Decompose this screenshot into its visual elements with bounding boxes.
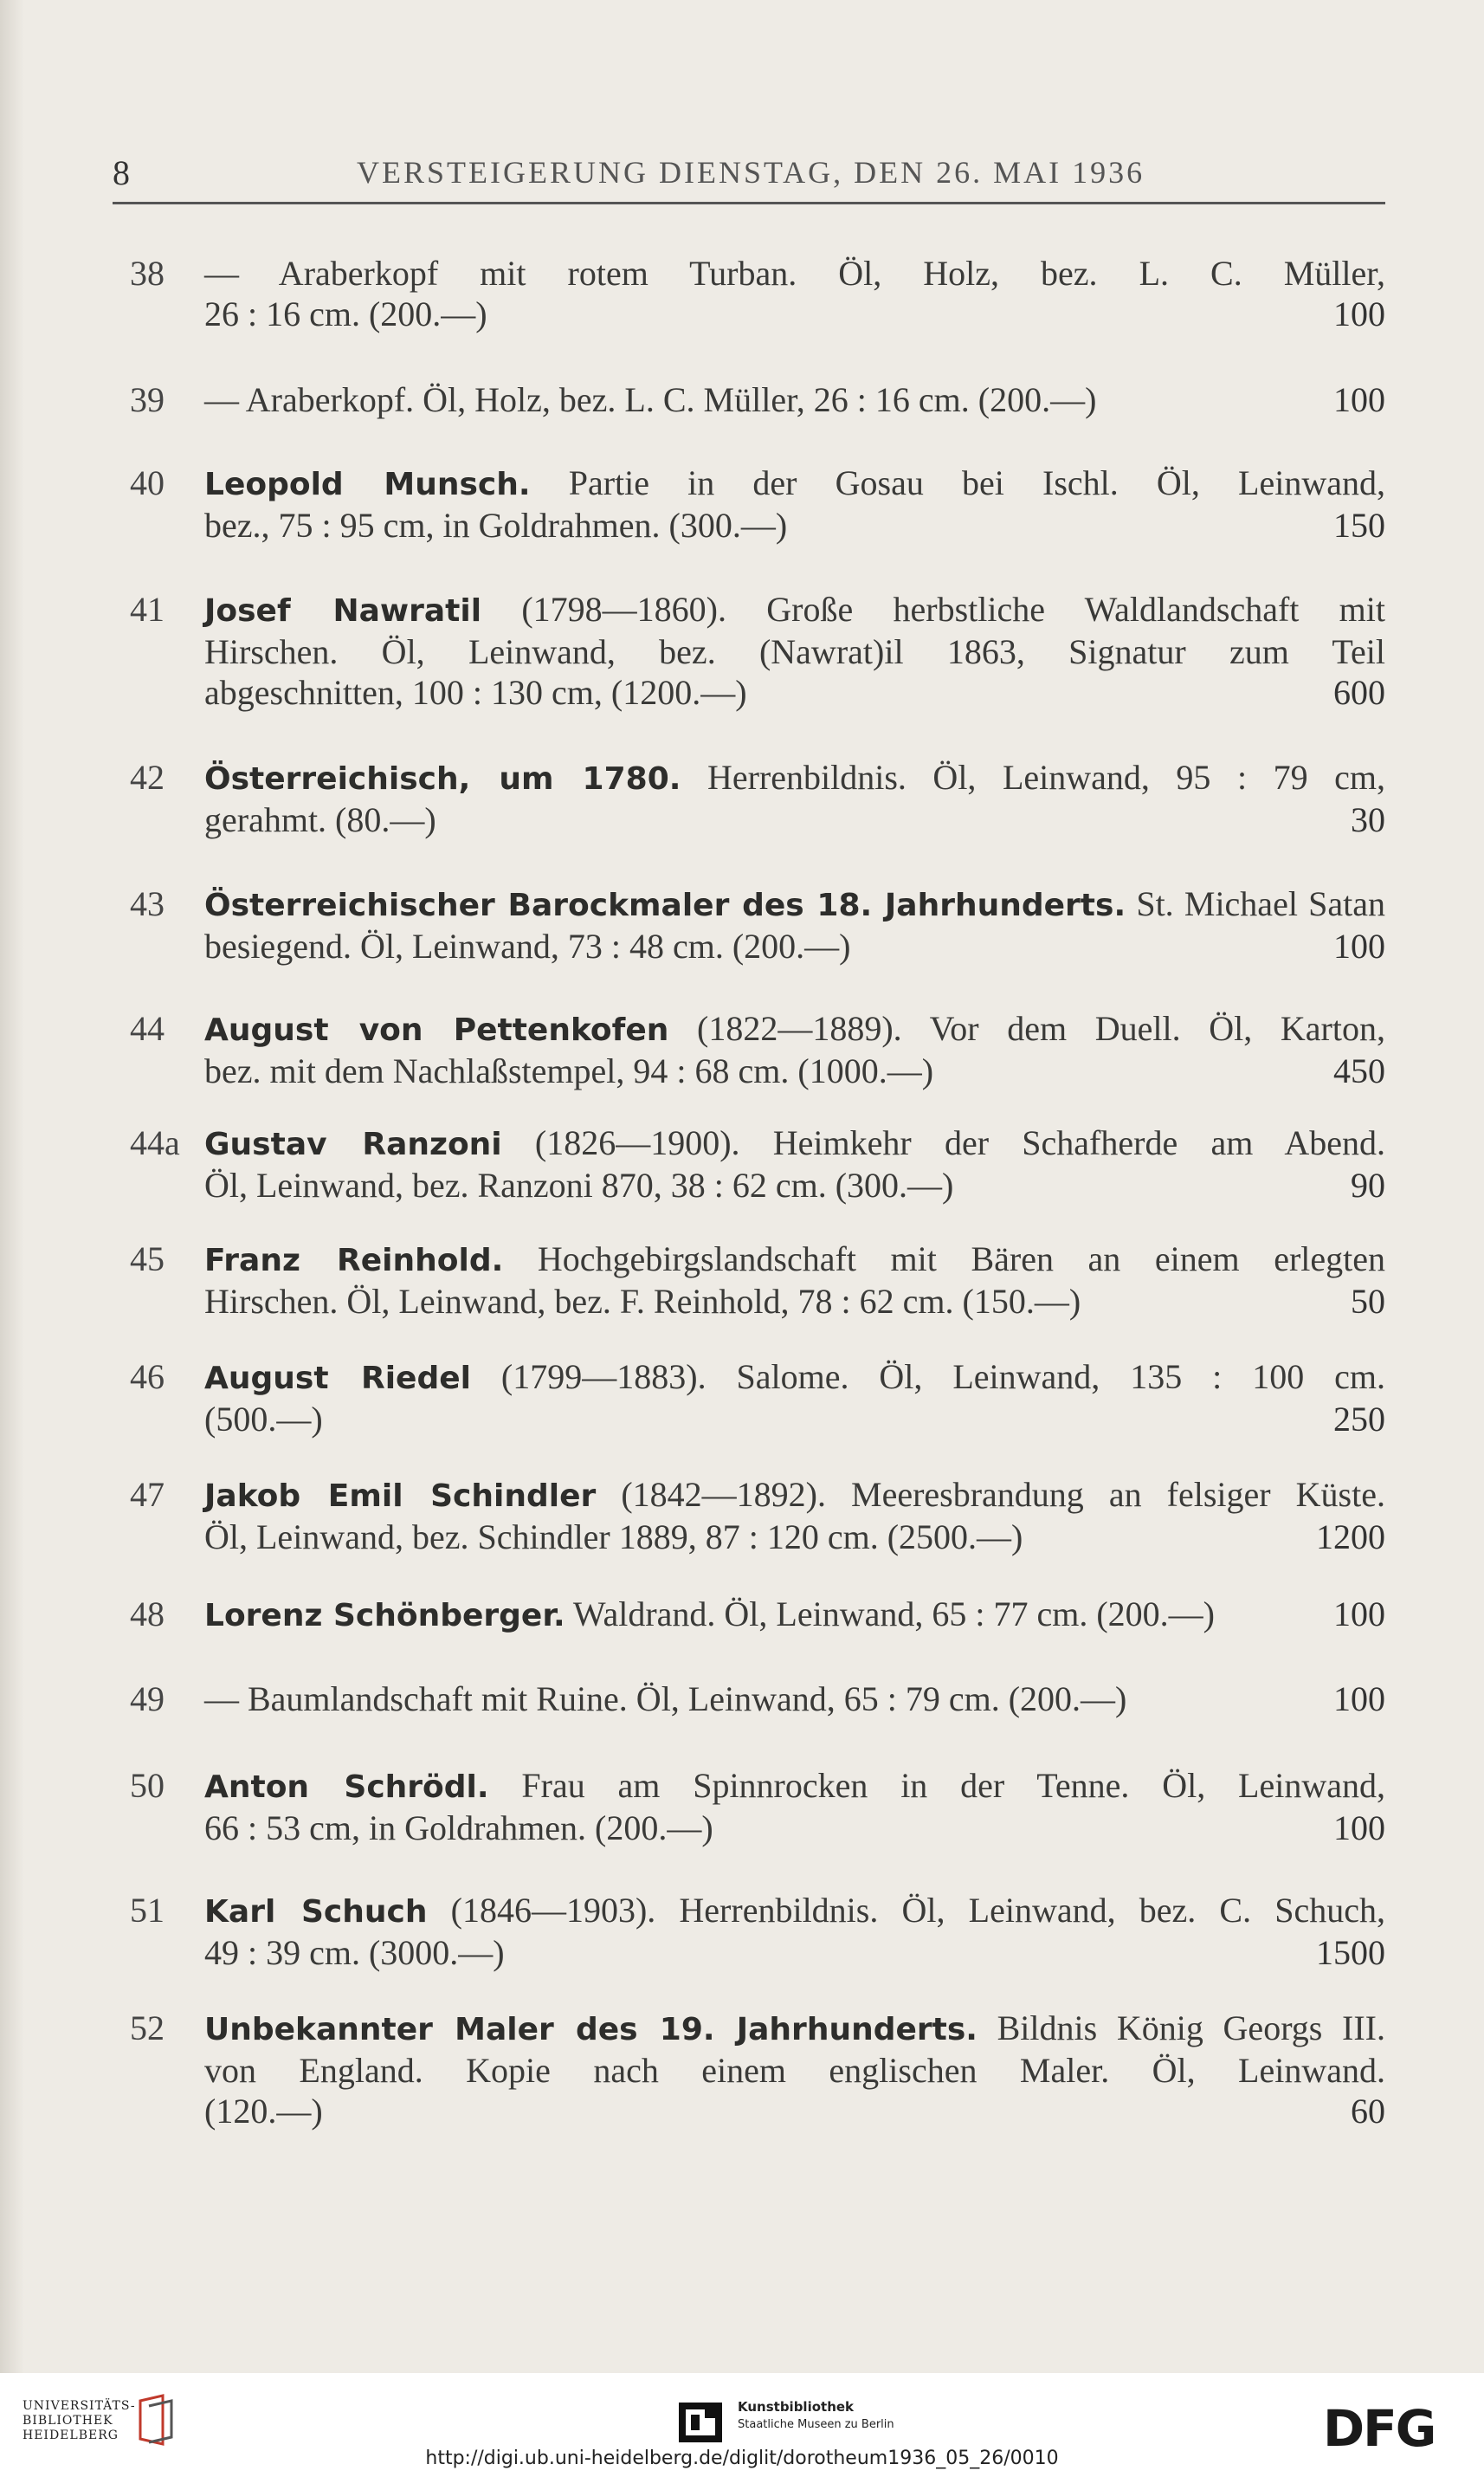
entry-line [204,1399,1385,1439]
kunstbibliothek-text: Kunstbibliothek Staatliche Museen zu Berlin [738,2399,894,2431]
entry-text: (1842—1892). Meeresbrandung an felsiger Küste. [596,1475,1385,1514]
lot-number: 39 [130,380,165,419]
catalog-entry [130,1238,1385,1322]
estimate-price: 100 [1333,294,1385,333]
estimate-price: 100 [1333,1679,1385,1718]
artist-name: August Riedel [204,1361,471,1396]
running-head: VERSTEIGERUNG DIENSTAG, DEN 26. MAI 1936 [357,155,1145,190]
lot-number: 50 [130,1766,165,1805]
entry-description [204,1122,1385,1206]
entry-text: Hochgebirgslandschaft mit Bären an einem erlegten [503,1239,1385,1278]
lot-number: 43 [130,884,165,923]
entry-text: Öl, Leinwand, bez. Schindler 1889, 87 : 120 cm. (2500.—) [204,1517,1023,1556]
estimate-price: 100 [1333,927,1385,966]
artist-name: Anton Schrödl. [204,1769,489,1805]
page-header [113,147,1385,199]
artist-name: Jakob Emil Schindler [204,1478,597,1514]
estimate-price: 250 [1333,1400,1385,1439]
entry-line [204,757,1385,799]
artist-name: Josef Nawratil [204,593,482,629]
entry-text: besiegend. Öl, Leinwand, 73 : 48 cm. (200.—) [204,927,851,966]
entry-line [204,253,1385,294]
entry-text: — Araberkopf mit rotem Turban. Öl, Holz, bez. L. C. Müller, [204,254,1385,293]
entry-line [204,799,1385,840]
entry-text: Frau am Spinnrocken in der Tenne. Öl, Leinwand, [488,1766,1385,1805]
entry-line [204,1517,1385,1557]
lot-number: 52 [130,2008,165,2047]
entry-description [204,1678,1385,1719]
entry-text: — Baumlandschaft mit Ruine. Öl, Leinwand, 65 : 79 cm. (200.—) [204,1679,1127,1718]
entry-text: — Araberkopf. Öl, Holz, bez. L. C. Müller, 26 : 16 cm. (200.—) [204,380,1097,419]
entry-line [204,294,1385,334]
estimate-price: 450 [1333,1051,1385,1090]
catalog-entry [130,1122,1385,1206]
entry-line [204,1678,1385,1719]
catalog-entry [130,1678,1385,1719]
catalog-entry [130,757,1385,840]
entry-text: 26 : 16 cm. (200.—) [204,294,487,333]
entry-line [204,2091,1385,2131]
entry-line [204,505,1385,546]
entry-description [204,1765,1385,1848]
university-library-text: UNIVERSITÄTS- BIBLIOTHEK HEIDELBERG [23,2399,136,2442]
estimate-price: 50 [1351,1282,1385,1321]
entry-description [204,589,1385,713]
entry-line [204,926,1385,967]
entry-description [204,379,1385,420]
estimate-price: 1500 [1316,1933,1385,1972]
lot-number: 41 [130,590,165,629]
entry-text: (500.—) [204,1400,323,1439]
entry-line [204,1051,1385,1091]
artist-name: Österreichisch, um 1780. [204,761,681,797]
entry-text: Bildnis König Georgs III. [977,2008,1385,2047]
entry-text: bez., 75 : 95 cm, in Goldrahmen. (300.—) [204,506,788,545]
entry-line [204,1594,1385,1636]
catalog-entry [130,1356,1385,1439]
entry-line [204,672,1385,713]
entry-description [204,1356,1385,1439]
lot-number: 46 [130,1357,165,1396]
estimate-price: 100 [1333,1808,1385,1847]
lot-number: 48 [130,1594,165,1633]
entry-text: (1799—1883). Salome. Öl, Leinwand, 135 : 100 cm. [471,1357,1386,1396]
catalog-entry [130,1008,1385,1091]
entry-line [204,1165,1385,1206]
entry-line [204,1765,1385,1808]
entry-text: 49 : 39 cm. (3000.—) [204,1933,505,1972]
artist-name: Unbekannter Maler des 19. Jahrhunderts. [204,2012,978,2047]
lot-number: 51 [130,1891,165,1930]
dfg-logo: DFG [1323,2399,1436,2458]
entry-line [204,379,1385,420]
entry-line [204,589,1385,631]
entry-description [204,462,1385,546]
entry-text: (1822—1889). Vor dem Duell. Öl, Karton, [668,1009,1385,1048]
entry-text: abgeschnitten, 100 : 130 cm, (1200.—) [204,673,747,712]
catalog-entry [130,2008,1385,2131]
header-rule [113,202,1385,204]
lot-number: 45 [130,1239,165,1278]
page-number: 8 [113,153,130,192]
entry-text: Öl, Leinwand, bez. Ranzoni 870, 38 : 62 cm. (300.—) [204,1166,954,1205]
digitization-footer [0,2373,1484,2477]
entry-line [204,462,1385,505]
entry-text: Partie in der Gosau bei Ischl. Öl, Leinwand, [530,463,1385,502]
entry-line [204,1281,1385,1322]
lot-number: 40 [130,463,165,502]
entry-line [204,1474,1385,1517]
catalog-entry [130,1890,1385,1973]
estimate-price: 30 [1351,800,1385,839]
entry-description [204,757,1385,840]
kunstbibliothek-logo-icon [679,2403,722,2442]
entry-text: bez. mit dem Nachlaßstempel, 94 : 68 cm. (1000.—) [204,1051,934,1090]
entry-text: Hirschen. Öl, Leinwand, bez. F. Reinhold, 78 : 62 cm. (150.—) [204,1282,1081,1321]
entry-line [204,1356,1385,1399]
entry-line [204,1008,1385,1051]
entry-description [204,1890,1385,1973]
entry-description [204,1238,1385,1322]
entry-line [204,631,1385,672]
entry-text: Waldrand. Öl, Leinwand, 65 : 77 cm. (200.—) [565,1594,1215,1633]
estimate-price: 600 [1333,673,1385,712]
entry-description [204,2008,1385,2131]
entry-text: (1846—1903). Herrenbildnis. Öl, Leinwand, bez. C. Schuch, [427,1891,1385,1930]
lot-number: 49 [130,1679,165,1718]
artist-name: Karl Schuch [204,1894,428,1930]
lot-number: 42 [130,758,165,797]
entry-line [204,883,1385,926]
artist-name: August von Pettenkofen [204,1012,669,1048]
catalog-entry [130,1474,1385,1557]
entry-description [204,1008,1385,1091]
catalog-entry [130,1765,1385,1848]
catalog-entry [130,1594,1385,1636]
entry-text: (1798—1860). Große herbstliche Waldlandschaft mit [481,590,1386,629]
lot-number: 44a [130,1123,180,1162]
artist-name: Österreichischer Barockmaler des 18. Jahrhunderts. [204,888,1126,923]
entry-text: (1826—1900). Heimkehr der Schafherde am Abend. [501,1123,1386,1162]
entry-text: gerahmt. (80.—) [204,800,436,839]
page-gutter-shadow [0,0,24,2373]
entry-line [204,1122,1385,1165]
estimate-price: 150 [1333,506,1385,545]
entry-text: Hirschen. Öl, Leinwand, bez. (Nawrat)il 1863, Signatur zum Teil [204,632,1385,671]
artist-name: Franz Reinhold. [204,1243,504,1278]
estimate-price: 90 [1351,1166,1385,1205]
estimate-price: 100 [1333,380,1385,419]
entry-text: Herrenbildnis. Öl, Leinwand, 95 : 79 cm, [681,758,1385,797]
artist-name: Leopold Munsch. [204,467,531,502]
entry-text: von England. Kopie nach einem englischen Maler. Öl, Leinwand. [204,2051,1385,2090]
lot-number: 47 [130,1475,165,1514]
artist-name: Lorenz Schönberger. [204,1598,565,1633]
entry-line [204,1932,1385,1973]
catalog-entry [130,589,1385,713]
catalog-entry [130,462,1385,546]
university-library-logo-icon [137,2394,175,2448]
entry-line [204,1808,1385,1848]
entry-text: (120.—) [204,2092,323,2131]
entry-line [204,1890,1385,1932]
entry-description [204,883,1385,967]
lot-number: 44 [130,1009,165,1048]
catalog-entry [130,253,1385,334]
entry-line [204,1238,1385,1281]
entry-line [204,2050,1385,2091]
entry-text: St. Michael Satan [1126,884,1385,923]
entry-description [204,1474,1385,1557]
entry-text: 66 : 53 cm, in Goldrahmen. (200.—) [204,1808,713,1847]
entry-description [204,1594,1385,1636]
artist-name: Gustav Ranzoni [204,1127,502,1162]
catalog-entry [130,883,1385,967]
lot-number: 38 [130,254,165,293]
entry-line [204,2008,1385,2050]
estimate-price: 60 [1351,2092,1385,2131]
estimate-price: 100 [1333,1594,1385,1633]
source-url[interactable]: http://digi.ub.uni-heidelberg.de/diglit/dorotheum1936_05_26/0010 [425,2448,1059,2469]
catalog-entry [130,379,1385,420]
entry-description [204,253,1385,334]
estimate-price: 1200 [1316,1517,1385,1556]
